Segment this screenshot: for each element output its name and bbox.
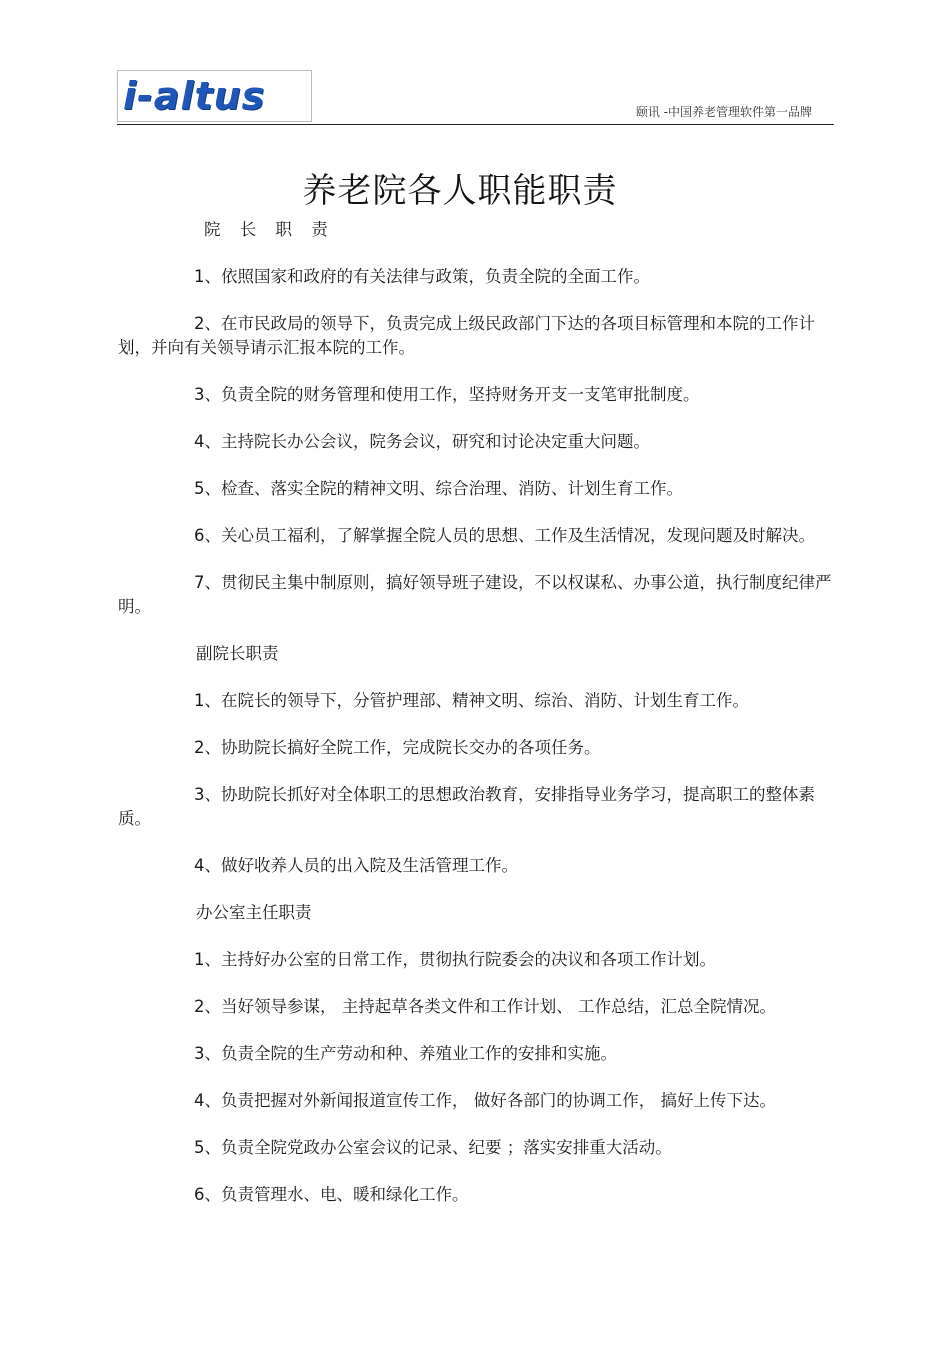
- list-item: 2、在市民政局的领导下，负责完成上级民政部门下达的各项目标管理和本院的工作计划，并向有关领导请示汇报本院的工作。: [118, 314, 815, 357]
- document-body: [118, 218, 834, 1207]
- list-item: 4、负责把握对外新闻报道宣传工作， 做好各部门的协调工作， 搞好上传下达。: [194, 1091, 776, 1110]
- list-item: 1、主持好办公室的日常工作，贯彻执行院委会的决议和各项工作计划。: [194, 950, 716, 969]
- list-item: 3、负责全院的财务管理和使用工作，坚持财务开支一支笔审批制度。: [194, 385, 700, 404]
- section-heading-deputy-director: 副院长职责: [196, 644, 279, 663]
- list-item: 3、负责全院的生产劳动和种、养殖业工作的安排和实施。: [194, 1044, 617, 1063]
- list-item: 4、主持院长办公会议，院务会议，研究和讨论决定重大问题。: [194, 432, 650, 451]
- list-item: 1、依照国家和政府的有关法律与政策，负责全院的全面工作。: [194, 267, 650, 286]
- list-item: 5、检查、落实全院的精神文明、综合治理、消防、计划生育工作。: [194, 479, 683, 498]
- list-item: 1、在院长的领导下，分管护理部、精神文明、综治、消防、计划生育工作。: [194, 691, 749, 710]
- section-heading-office-director: 办公室主任职责: [196, 903, 312, 922]
- list-item: 6、负责管理水、电、暖和绿化工作。: [194, 1185, 469, 1204]
- document-title: 养老院各人职能职责: [302, 170, 618, 211]
- logo-text: i-altus: [123, 74, 266, 118]
- list-item: 5、负责全院党政办公室会议的记录、纪要 ；落实安排重大活动。: [194, 1138, 672, 1157]
- header-tagline: 颐讯 -中国养老管理软件第一品牌: [635, 105, 812, 119]
- list-item: 3、协助院长抓好对全体职工的思想政治教育，安排指导业务学习，提高职工的整体素质。: [118, 785, 815, 828]
- list-item: 2、当好领导参谋， 主持起草各类文件和工作计划、 工作总结，汇总全院情况。: [194, 997, 776, 1016]
- list-item: 6、关心员工福利，了解掌握全院人员的思想、工作及生活情况，发现问题及时解决。: [194, 526, 815, 545]
- list-item: 7、贯彻民主集中制原则，搞好领导班子建设，不以权谋私、办事公道，执行制度纪律严明。: [118, 573, 832, 616]
- header-divider: [117, 124, 834, 125]
- page-header: [117, 70, 834, 128]
- company-logo: [117, 70, 312, 122]
- section-heading-director: 院 长 职 责: [204, 220, 335, 239]
- list-item: 4、做好收养人员的出入院及生活管理工作。: [194, 856, 518, 875]
- list-item: 2、协助院长搞好全院工作，完成院长交办的各项任务。: [194, 738, 601, 757]
